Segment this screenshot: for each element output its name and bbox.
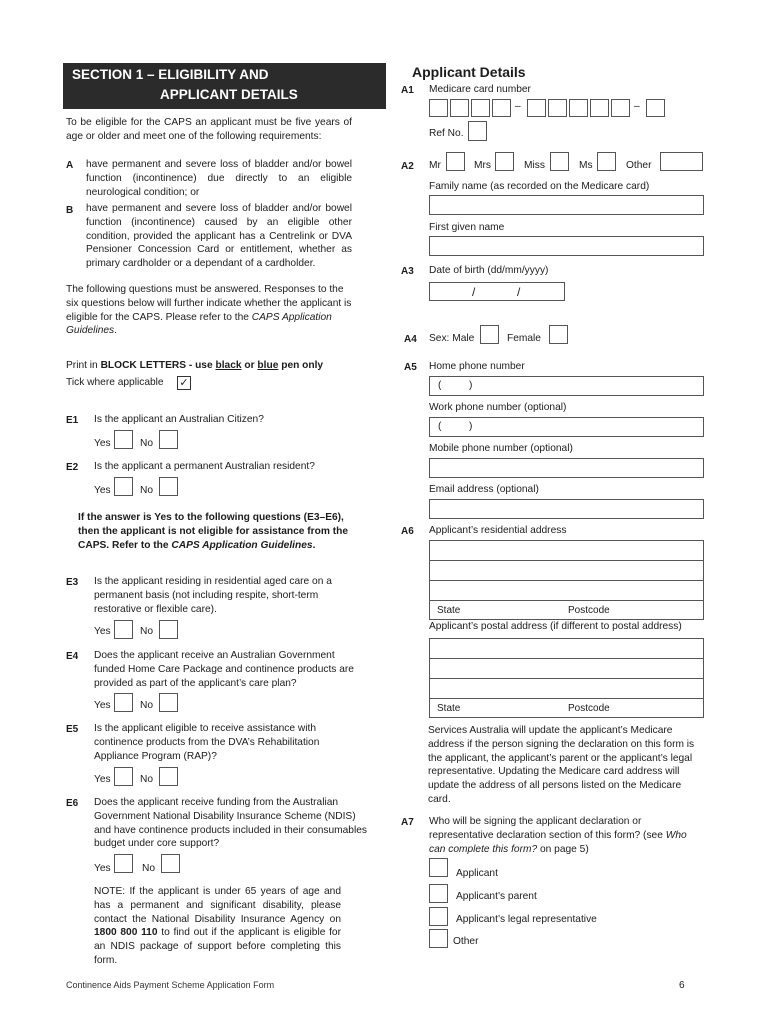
first-name-label: First given name: [429, 222, 505, 233]
title-miss-checkbox[interactable]: [550, 152, 569, 171]
sex-female-checkbox[interactable]: [549, 325, 568, 344]
e6-number: E6: [66, 798, 79, 809]
e3-number: E3: [66, 577, 79, 588]
print-block: BLOCK LETTERS - use: [100, 360, 213, 371]
e4-yes-checkbox[interactable]: [114, 693, 133, 712]
a5-number: A5: [404, 362, 417, 373]
family-name-label: Family name (as recorded on the Medicare card): [429, 181, 650, 192]
note-pre: NOTE: If the applicant is under 65 years of age and has a permanent and significant disability, please contact the National Disability Insurance Agency on: [94, 886, 341, 925]
medicare-digit-box[interactable]: [527, 99, 546, 117]
e5-no-checkbox[interactable]: [159, 767, 178, 786]
e5-no-label: No: [140, 774, 154, 785]
paren-open: (: [438, 421, 442, 432]
note-phone: 1800 800 110: [94, 927, 158, 939]
sex-female-label: Female: [507, 333, 541, 344]
title-ms-checkbox[interactable]: [597, 152, 616, 171]
title-mrs-label: Mrs: [474, 160, 491, 171]
print-black: black: [215, 360, 242, 371]
first-name-field[interactable]: [429, 236, 704, 256]
e2-number: E2: [66, 462, 79, 473]
medicare-digit-box[interactable]: [590, 99, 609, 117]
intro-text: To be eligible for the CAPS an applicant must be five years of age or older and meet one of the following requirements:: [66, 117, 352, 142]
following-paragraph: [66, 283, 356, 338]
following-text: The following questions must be answered. Responses to the six questions below will further indicate whether the applicant is eligible for the CAPS. Please refer to the: [66, 284, 352, 323]
home-phone-field[interactable]: [429, 376, 704, 396]
warning-line3: [78, 539, 368, 553]
req-a-letter: A: [66, 160, 74, 171]
guidelines-reference: CAPS Application Guidelines: [66, 311, 332, 337]
e2-no-checkbox[interactable]: [159, 477, 178, 496]
email-field[interactable]: [429, 499, 704, 519]
warning-line1: If the answer is Yes to the following questions (E3–E6),: [78, 512, 344, 523]
e1-no-label: No: [140, 438, 154, 449]
e1-yes-label: Yes: [94, 438, 111, 449]
paren-close: ): [469, 421, 473, 432]
work-phone-field[interactable]: [429, 417, 704, 437]
section-title-line2: APPLICANT DETAILS: [160, 87, 298, 102]
e3-yes-checkbox[interactable]: [114, 620, 133, 639]
e4-number: E4: [66, 651, 79, 662]
address-line[interactable]: [430, 561, 703, 581]
address-line[interactable]: [430, 581, 703, 601]
medicare-dash: –: [634, 101, 640, 112]
a7-number: A7: [401, 817, 414, 828]
e4-yes-label: Yes: [94, 700, 111, 711]
tick-instruction: Tick where applicable: [66, 377, 164, 388]
a7-question-pre: Who will be signing the applicant declaration or representative declaration section of this form? (see: [429, 816, 663, 841]
medicare-label: Medicare card number: [429, 84, 531, 95]
print-instruction: [66, 359, 323, 373]
e5-question: Is the applicant eligible to receive assistance with continence products from the DVA’s Rehabilitation Appliance Program (RAP)?: [94, 723, 320, 762]
e1-yes-checkbox[interactable]: [114, 430, 133, 449]
postal-address-field[interactable]: [429, 638, 704, 718]
title-mr-checkbox[interactable]: [446, 152, 465, 171]
medicare-digit-box[interactable]: [611, 99, 630, 117]
warning-line3-pre: CAPS. Refer to the: [78, 540, 169, 551]
postcode-label: Postcode: [568, 605, 610, 616]
eligibility-warning: [78, 511, 368, 553]
a6-number: A6: [401, 526, 414, 537]
a4-number: A4: [404, 334, 417, 345]
e1-no-checkbox[interactable]: [159, 430, 178, 449]
title-mrs-checkbox[interactable]: [495, 152, 514, 171]
mobile-phone-label: Mobile phone number (optional): [429, 443, 573, 454]
medicare-digit-box[interactable]: [492, 99, 511, 117]
section-title-line1: SECTION 1 – ELIGIBILITY AND: [72, 67, 269, 82]
address-line[interactable]: [430, 659, 703, 679]
dob-field[interactable]: [429, 282, 565, 301]
signer-parent-checkbox[interactable]: [429, 884, 448, 903]
print-blue: blue: [257, 360, 279, 371]
warning-end: .: [312, 540, 316, 551]
signer-parent-label: Applicant’s parent: [456, 891, 537, 902]
title-mr-label: Mr: [429, 160, 441, 171]
e6-no-checkbox[interactable]: [161, 854, 180, 873]
e6-no-label: No: [142, 863, 156, 874]
req-b-text: have permanent and severe loss of bladder and/or bowel function (incontinence) caused by an eligible other condition, provided the applicant has a Centrelink or DVA Pensioner Concession Card or entitlement, whether as primary cardholder or a dependant of a cardholder.: [86, 203, 352, 270]
e5-yes-checkbox[interactable]: [114, 767, 133, 786]
ndis-note: [94, 885, 341, 968]
e5-yes-label: Yes: [94, 774, 111, 785]
state-label: State: [437, 605, 461, 616]
mobile-phone-field[interactable]: [429, 458, 704, 478]
page-number: 6: [679, 980, 685, 991]
e3-no-checkbox[interactable]: [159, 620, 178, 639]
e6-question: Does the applicant receive funding from the Australian Government National Disability Insurance Scheme (NDIS) and have continence products included in their consumables budget under core support?: [94, 797, 367, 850]
e4-no-label: No: [140, 700, 154, 711]
address-line[interactable]: [430, 639, 703, 659]
medicare-digit-box[interactable]: [569, 99, 588, 117]
e1-question: Is the applicant an Australian Citizen?: [94, 414, 264, 425]
section-heading: [63, 63, 386, 109]
postcode-label: Postcode: [568, 703, 610, 714]
applicant-details-heading: Applicant Details: [412, 64, 526, 80]
e2-yes-label: Yes: [94, 485, 111, 496]
medicare-digit-box[interactable]: [429, 99, 448, 117]
tick-example-icon: ✓: [177, 376, 191, 390]
email-label: Email address (optional): [429, 484, 539, 495]
a7-reference: Who can complete this form?: [429, 829, 687, 855]
footer-form-name: Continence Aids Payment Scheme Application Form: [66, 980, 275, 990]
e2-question: Is the applicant a permanent Australian resident?: [94, 461, 315, 472]
state-postcode-row[interactable]: [430, 699, 703, 717]
state-postcode-row[interactable]: [430, 601, 703, 619]
title-other-label: Other: [626, 160, 652, 171]
residential-address-field[interactable]: [429, 540, 704, 620]
signer-applicant-label: Applicant: [456, 868, 498, 879]
sex-male-checkbox[interactable]: [480, 325, 499, 344]
postal-address-label: Applicant’s postal address (if different to postal address): [429, 621, 682, 632]
medicare-digit-box[interactable]: [548, 99, 567, 117]
title-miss-label: Miss: [524, 160, 545, 171]
medicare-digit-box[interactable]: [646, 99, 665, 117]
a1-number: A1: [401, 85, 414, 96]
req-a-text: have permanent and severe loss of bladder and/or bowel function (incontinence) due directly to an eligible neurological condition; or: [86, 159, 352, 198]
e6-yes-label: Yes: [94, 863, 111, 874]
home-phone-label: Home phone number: [429, 361, 525, 372]
req-b-letter: B: [66, 205, 74, 216]
warning-guidelines-ref: CAPS Application Guidelines: [171, 540, 313, 551]
medicare-digit-box[interactable]: [450, 99, 469, 117]
services-australia-note: Services Australia will update the applicant’s Medicare address if the person signing the declaration on this form is the applicant, the applicant’s parent or the applicant’s legal representative. Updating the Medicare card address will update the address of all persons listed on the Medicare card.: [428, 725, 695, 805]
e2-no-label: No: [140, 485, 154, 496]
e6-yes-checkbox[interactable]: [114, 854, 133, 873]
state-label: State: [437, 703, 461, 714]
a7-question: [429, 815, 704, 856]
address-line[interactable]: [430, 541, 703, 561]
note-post: to find out if the applicant is eligible for an NDIS package of support before completing this form.: [94, 927, 341, 966]
dob-label: Date of birth (dd/mm/yyyy): [429, 265, 549, 276]
dob-slash: /: [517, 285, 521, 299]
a3-number: A3: [401, 266, 414, 277]
medicare-digit-box[interactable]: [471, 99, 490, 117]
e3-question: Is the applicant residing in residential aged care on a permanent basis (not including respite, short-term restorative or flexible care).: [94, 576, 332, 615]
e5-number: E5: [66, 724, 79, 735]
medicare-dash: –: [515, 101, 521, 112]
print-or: or: [244, 360, 255, 371]
paren-close: ): [469, 380, 473, 391]
residential-address-label: Applicant’s residential address: [429, 525, 567, 536]
print-pre: Print in: [66, 360, 98, 371]
a7-question-post: on page 5): [540, 843, 589, 855]
dob-slash: /: [472, 285, 476, 299]
signer-applicant-checkbox[interactable]: [429, 858, 448, 877]
signer-other-label: Other: [453, 936, 479, 947]
warning-line2: then the applicant is not eligible for assistance from the: [78, 526, 349, 537]
e1-number: E1: [66, 415, 79, 426]
ref-no-label: Ref No.: [429, 128, 464, 139]
following-end: .: [114, 325, 117, 337]
e4-question: Does the applicant receive an Australian Government funded Home Care Package and continence products are provided as part of the applicant’s care plan?: [94, 650, 354, 689]
family-name-field[interactable]: [429, 195, 704, 215]
e4-no-checkbox[interactable]: [159, 693, 178, 712]
e3-yes-label: Yes: [94, 626, 111, 637]
title-other-field[interactable]: [660, 152, 703, 171]
signer-legal-rep-label: Applicant’s legal representative: [456, 914, 597, 925]
e3-no-label: No: [140, 626, 154, 637]
address-line[interactable]: [430, 679, 703, 699]
sex-male-label: Sex: Male: [429, 333, 475, 344]
ref-no-box[interactable]: [468, 121, 487, 141]
paren-open: (: [438, 380, 442, 391]
a2-number: A2: [401, 161, 414, 172]
signer-legal-rep-checkbox[interactable]: [429, 907, 448, 926]
e2-yes-checkbox[interactable]: [114, 477, 133, 496]
title-ms-label: Ms: [579, 160, 593, 171]
work-phone-label: Work phone number (optional): [429, 402, 567, 413]
signer-other-checkbox[interactable]: [429, 929, 448, 948]
print-post: pen only: [281, 360, 324, 371]
